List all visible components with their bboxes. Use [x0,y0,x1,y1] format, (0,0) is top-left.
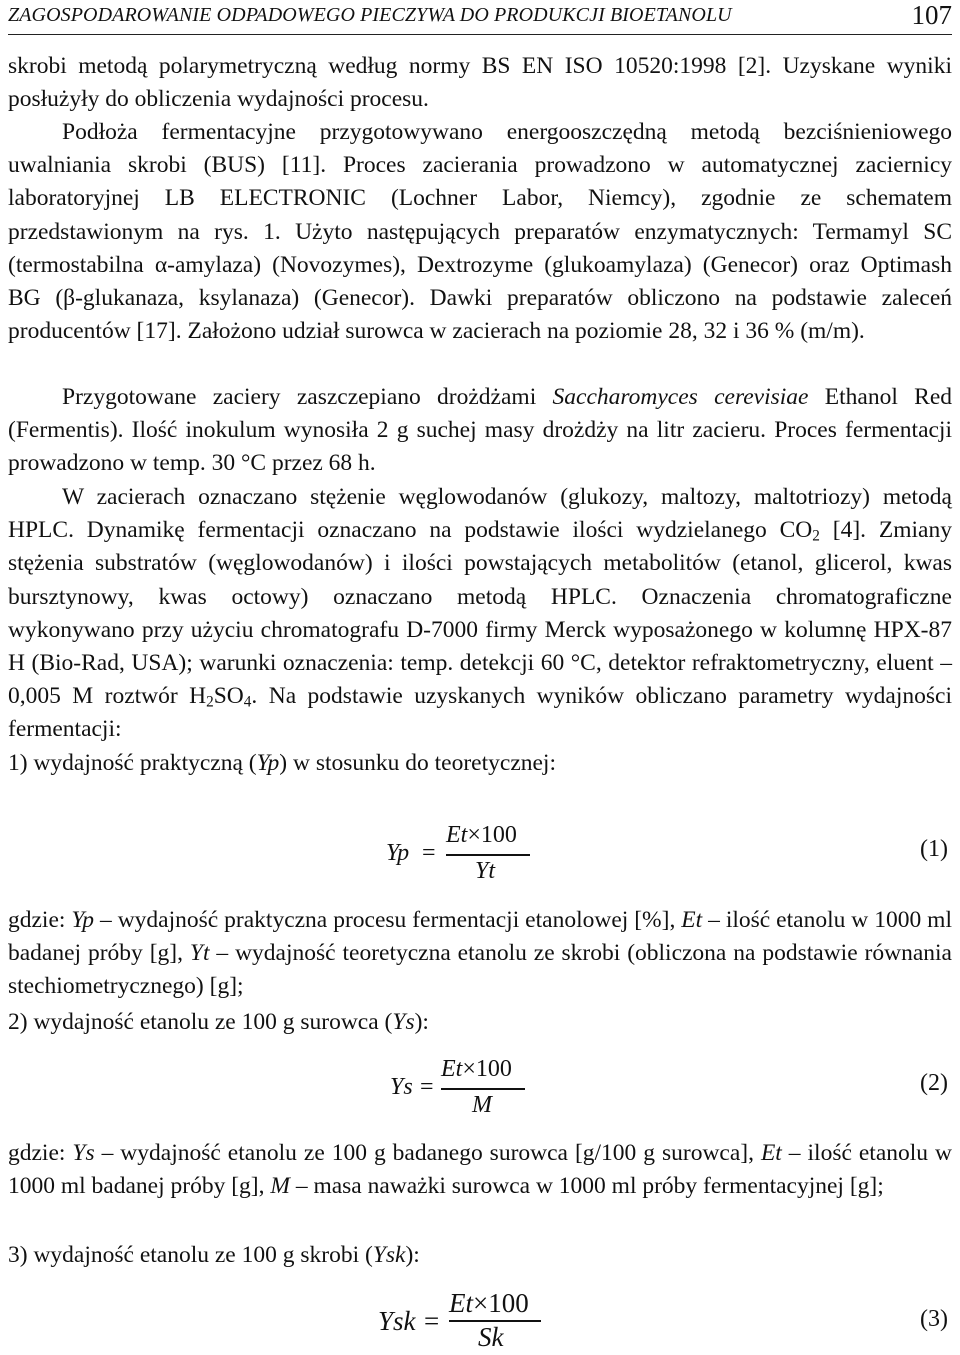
paragraph-4-text-c: SO [213,683,244,710]
paragraph-8-text-d: – masa naważki surowca w 1000 ml próby fermentacyjnej [g]; [289,1173,884,1200]
paragraph-1: skrobi metodą polarymetryczną według normy BS EN ISO 10520:1998 [2]. Uzyskane wyniki posłużyły do obliczenia wydajności procesu. [8,53,952,113]
paragraph-8-text-b: – wydajność etanolu ze 100 g badanego surowca [g/100 g surowca], [94,1140,761,1166]
paragraph-3-text-b: Ethanol Red (Fermentis). Ilość inokulum wynosiła 2 g suchej masy drożdży na litr zacieru. Proces fermentacji prowadzono w temp. 30 °C przez 68 h. [8,384,952,477]
symbol-et: Et [681,907,703,933]
paragraph-7 [8,1006,952,1039]
formula-1-num-var: Et [446,822,468,848]
subscript: 2 [206,693,214,711]
formula-3-number: (3) [920,1306,948,1332]
paragraph-7-text-b: ): [414,1009,429,1035]
paragraph-9-text-a: 3) wydajność etanolu ze 100 g skrobi ( [8,1242,373,1268]
formula-1-equals: = [422,840,436,866]
paragraph-4-text-a: W zacierach oznaczano stężenie węglowodanów (glukozy, maltozy, maltotriozy) metodą HPLC. Dynamikę fermentacji oznaczano na podstawie ilości wydzielanego CO [8,484,952,544]
formula-3-num-op: × [473,1288,489,1318]
page-number: 107 [911,0,952,30]
formula-3-equals: = [424,1306,440,1336]
formula-2-num-val: 100 [475,1056,512,1082]
fraction-bar [446,854,530,856]
formula-2-equals: = [420,1074,434,1100]
paragraph-3-text-a: Przygotowane zaciery zaszczepiano drożdżami [62,384,553,410]
formula-2-denominator: M [472,1092,492,1118]
paragraph-8 [8,1137,952,1203]
formula-3-lhs: Ysk [378,1306,416,1336]
formula-1-numerator [446,822,517,849]
subscript: 2 [812,527,820,545]
paragraph-6-text-c: – ilość etanolu w 1000 ml badanej próby [g], [8,907,952,967]
paragraph-8-text-a: gdzie: [8,1140,73,1166]
paragraph-4-text-b: [4]. Zmiany stężenia substratów (węglowodanów) i ilości powstających metabolitów (etanol, glicerol, kwas bursztynowy, kwas octowy) oznaczano metodą HPLC. Oznaczenia chromatograficzne wykonywano przy użyciu chromatografu D-7000 firmy Merck wyposażonego w kolumnę HPX-87 H (Bio-Rad, USA); warunki oznaczenia: temp. detekcji 60 °C, detektor refraktometryczny, eluent – 0,005 M roztwór H [8,517,952,710]
formula-2-num-var: Et [441,1056,463,1082]
paragraph-4-text-d: . Na podstawie uzyskanych wyników obliczano parametry wydajności fermentacji: [8,683,952,743]
formula-2 [0,1054,960,1134]
symbol-yp: Yp [256,750,280,776]
paragraph-6-text-d: – wydajność teoretyczna etanolu ze skrobi (obliczona na podstawie równania stechiometrycznego) [g]; [8,940,952,1000]
formula-3-denominator: Sk [478,1322,504,1352]
paragraph-2: Podłoża fermentacyjne przygotowywano energooszczędną metodą bezciśnieniowego uwalniania skrobi (BUS) [11]. Proces zacierania prowadzono w automatycznej zaciernicy laboratoryjnej LB ELECTRONIC (Lochner Labor, Niemcy), zgodnie ze schematem przedstawionym na rys. 1. Użyto następujących preparatów enzymatycznych: Termamyl SC (termostabilna α-amylaza) (Novozymes), Dextrozyme (glukoamylaza) (Genecor) oraz Optimash BG (β-glukanaza, ksylanaza) (Genecor). Dawki preparatów obliczono na podstawie zaleceń producentów [17]. Założono udział surowca w zacierach na poziomie 28, 32 i 36 % (m/m). [8,119,952,345]
fraction-bar [441,1088,525,1090]
symbol-yt: Yt [189,940,210,967]
paragraph-9 [8,1239,952,1272]
formula-2-numerator [441,1056,512,1083]
symbol-ys: Ys [392,1009,415,1035]
formula-1-number: (1) [920,836,948,862]
symbol-m: M [270,1173,290,1200]
formula-3-numerator [449,1288,529,1319]
header-title: ZAGOSPODAROWANIE ODPADOWEGO PIECZYWA DO PRODUKCJI BIOETANOLU [8,4,732,26]
symbol-ysk: Ysk [372,1242,406,1268]
running-header [8,0,952,35]
paragraph-5-text-b: ) w stosunku do teoretycznej: [279,750,556,776]
formula-3-num-var: Et [449,1288,473,1318]
formula-2-num-op: × [462,1056,476,1082]
paragraph-4 [8,481,952,747]
formula-2-number: (2) [920,1070,948,1096]
paragraph-8-text-c: – ilość etanolu w 1000 ml badanej próby [g], [8,1140,952,1200]
formula-1-lhs: Yp [386,840,410,866]
paragraph-9-text-b: ): [405,1242,420,1268]
paragraph-5-text-a: 1) wydajność praktyczną ( [8,750,257,776]
formula-1-num-op: × [467,822,481,848]
formula-1-denominator: Yt [475,858,496,884]
yeast-species: Saccharomyces cerevisiae [552,384,809,410]
formula-1-num-val: 100 [480,822,517,848]
formula-3-num-val: 100 [488,1288,529,1318]
formula-2-lhs: Ys [390,1074,413,1100]
symbol-et: Et [760,1140,782,1166]
paragraph-3 [8,381,952,481]
formula-1 [0,820,960,900]
symbol-yp: Yp [71,907,95,933]
paragraph-6-text-a: gdzie: [8,907,72,933]
symbol-ys: Ys [72,1140,95,1166]
paragraph-7-text-a: 2) wydajność etanolu ze 100 g surowca ( [8,1009,393,1035]
paragraph-6 [8,904,952,1004]
subscript: 4 [243,693,252,711]
formula-3 [0,1286,960,1355]
paragraph-6-text-b: – wydajność praktyczna procesu fermentacji etanolowej [%], [94,907,682,933]
paragraph-5 [8,747,952,780]
